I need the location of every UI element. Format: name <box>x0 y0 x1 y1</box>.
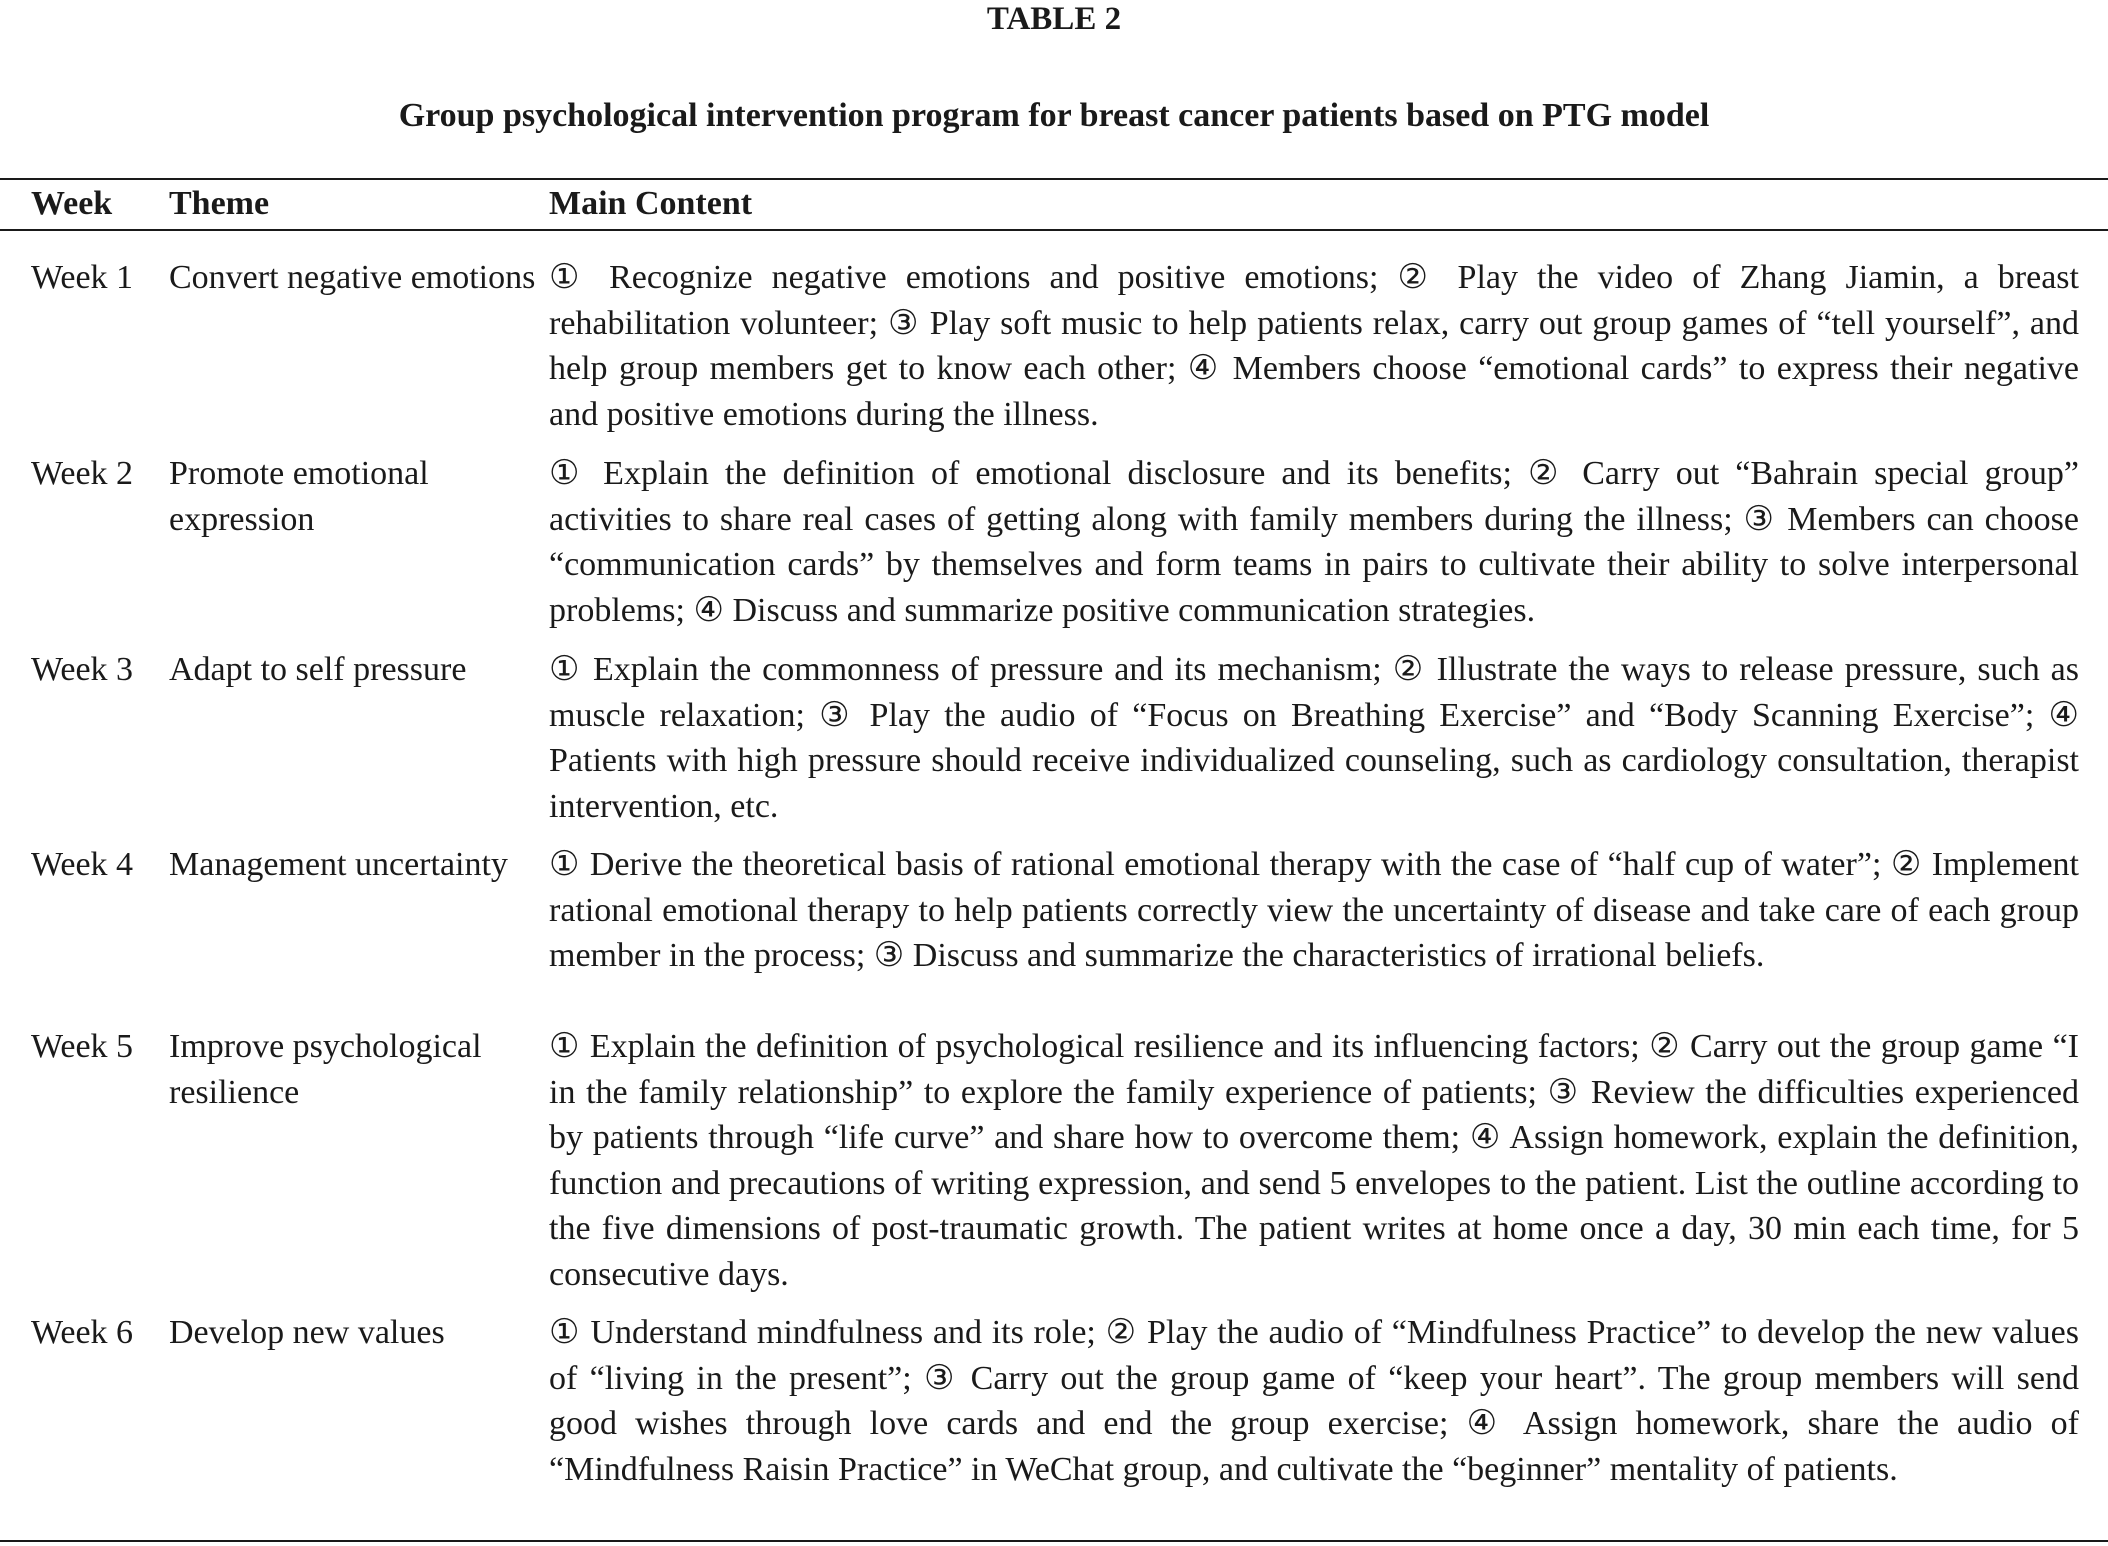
row-week: Week 4 <box>31 846 134 883</box>
header-week: Week <box>31 185 113 222</box>
row-theme: Develop new values <box>169 1314 445 1351</box>
table-title: Group psychological intervention program for breast cancer patients based on PTG model <box>398 97 1710 134</box>
row-week: Week 5 <box>31 1028 134 1065</box>
row-week: Week 6 <box>31 1314 134 1351</box>
table-top-rule <box>0 178 2108 180</box>
table-header-row <box>0 182 2108 226</box>
table-header-rule <box>0 229 2108 231</box>
row-content: ① Understand mindfulness and its role; ② Play the audio of “Mindfulness Practice” to develop the new values of “living in the present”; ③ Carry out the group game of “keep your heart”. The group members will send good wishes through love cards and end the group exercise; ④ Assign homework, share the audio of “Mindfulness Raisin Practice” in WeChat group, and cultivate the “beginner” mentality of patients. <box>549 1314 2079 1488</box>
row-week: Week 3 <box>31 651 134 688</box>
row-content: ① Explain the commonness of pressure and its mechanism; ② Illustrate the ways to release pressure, such as muscle relaxation; ③ Play the audio of “Focus on Breathing Exercise” and “Body Scanning Exercise”; ④ Patients with high pressure should receive individualized counseling, such as cardiology consultation, therapist intervention, etc. <box>549 651 2079 825</box>
row-content: ① Explain the definition of emotional disclosure and its benefits; ② Carry out “Bahrain special group” activities to share real cases of getting along with family members during the illness; ③ Members can choose “communication cards” by themselves and form teams in pairs to cultivate their ability to solve interpersonal problems; ④ Discuss and summarize positive communication strategies. <box>549 455 2079 629</box>
row-content: ① Derive the theoretical basis of rational emotional therapy with the case of “half cup of water”; ② Implement rational emotional therapy to help patients correctly view the uncertainty of disease and take care of each group member in the process; ③ Discuss and summarize the characteristics of irrational beliefs. <box>549 846 2079 974</box>
table-bottom-rule <box>0 1540 2108 1542</box>
row-content: ① Recognize negative emotions and positive emotions; ② Play the video of Zhang Jiamin, a breast rehabilitation volunteer; ③ Play soft music to help patients relax, carry out group games of “tell yourself”, and help group members get to know each other; ④ Members choose “emotional cards” to express their negative and positive emotions during the illness. <box>549 259 2079 433</box>
row-theme: Promote emotional expression <box>169 455 429 538</box>
row-theme: Adapt to self pressure <box>169 651 467 688</box>
header-main-content: Main Content <box>549 185 753 222</box>
row-theme: Improve psychological resilience <box>169 1028 482 1111</box>
row-week: Week 1 <box>31 259 134 296</box>
header-theme: Theme <box>169 185 270 222</box>
row-content: ① Explain the definition of psychological resilience and its influencing factors; ② Carry out the group game “I in the family relationship” to explore the family experience of patients; ③ Review the difficulties experienced by patients through “life curve” and share how to overcome them; ④ Assign homework, explain the definition, function and precautions of writing expression, and send 5 envelopes to the patient. List the outline according to the five dimensions of post-traumatic growth. The patient writes at home once a day, 30 min each time, for 5 consecutive days. <box>549 1028 2079 1293</box>
row-theme: Management uncertainty <box>169 846 508 883</box>
row-theme: Convert negative emotions <box>169 259 536 296</box>
table-label: TABLE 2 <box>986 1 1122 37</box>
row-week: Week 2 <box>31 455 134 492</box>
